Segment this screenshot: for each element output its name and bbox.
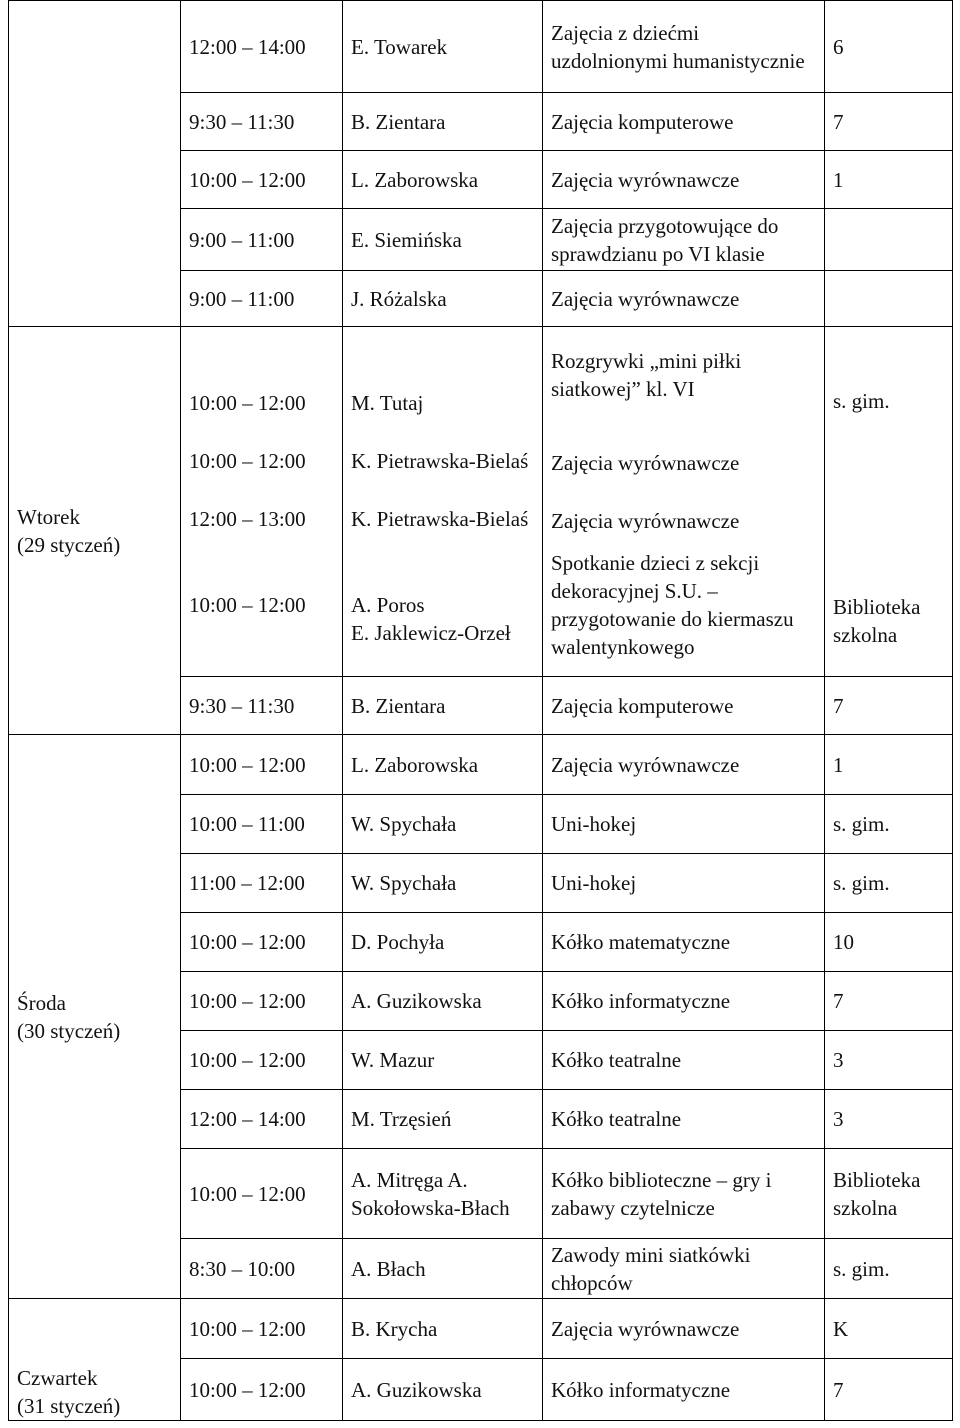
teacher-cell: A. Mitręga A. Sokołowska-Błach (343, 1149, 543, 1239)
teacher-entry: K. Pietrawska-Bielaś (351, 506, 529, 531)
activity-cell: Zajęcia wyrównawcze (543, 151, 825, 209)
teacher-cell: D. Pochyła (343, 913, 543, 972)
room-cell (825, 327, 953, 677)
teacher-entry: E. Jaklewicz-Orzeł (351, 620, 511, 645)
activity-cell: Kółko biblioteczne – gry i zabawy czytelnicze (543, 1149, 825, 1239)
time-cell: 12:00 – 14:00 (181, 1, 343, 93)
teacher-cell: B. Krycha (343, 1299, 543, 1359)
time-cell (181, 327, 343, 677)
room-cell: 6 (825, 1, 953, 93)
time-cell: 10:00 – 12:00 (181, 1299, 343, 1359)
room-cell: 1 (825, 151, 953, 209)
room-cell: K (825, 1299, 953, 1359)
day-date: (30 styczeń) (17, 1018, 121, 1043)
teacher-cell: W. Spychała (343, 854, 543, 913)
teacher-cell: A. Błach (343, 1239, 543, 1299)
activity-entry: Spotkanie dzieci z sekcji dekoracyjnej S.U. – przygotowanie do kiermaszu walentynkowego (551, 550, 794, 659)
time-entry: 10:00 – 12:00 (189, 390, 306, 415)
time-cell: 9:00 – 11:00 (181, 271, 343, 327)
room-cell: 3 (825, 1090, 953, 1149)
time-cell: 9:00 – 11:00 (181, 209, 343, 271)
room-entry: s. gim. (833, 388, 890, 413)
schedule-table (8, 0, 953, 1421)
activity-cell: Kółko informatyczne (543, 1359, 825, 1421)
activity-cell: Zajęcia z dziećmi uzdolnionymi humanistycznie (543, 1, 825, 93)
activity-cell: Zajęcia wyrównawcze (543, 735, 825, 795)
room-cell (825, 209, 953, 271)
activity-cell: Kółko teatralne (543, 1031, 825, 1090)
time-entry: 10:00 – 12:00 (189, 592, 306, 617)
activity-entry: Zajęcia wyrównawcze (551, 508, 740, 533)
day-cell-tuesday (9, 327, 181, 735)
activity-cell: Uni-hokej (543, 795, 825, 854)
teacher-entry: A. Poros (351, 592, 425, 617)
table-row (9, 1, 953, 93)
activity-cell: Kółko teatralne (543, 1090, 825, 1149)
time-entry: 10:00 – 12:00 (189, 448, 306, 473)
table-row (9, 735, 953, 795)
time-cell: 10:00 – 12:00 (181, 1149, 343, 1239)
teacher-cell: A. Guzikowska (343, 1359, 543, 1421)
activity-cell: Zajęcia komputerowe (543, 93, 825, 151)
activity-cell: Zajęcia komputerowe (543, 677, 825, 735)
room-cell: s. gim. (825, 854, 953, 913)
day-cell-empty (9, 1, 181, 327)
activity-entry: Zajęcia wyrównawcze (551, 450, 740, 475)
time-cell: 10:00 – 12:00 (181, 151, 343, 209)
time-cell: 9:30 – 11:30 (181, 93, 343, 151)
tuesday-block-row (9, 327, 953, 677)
teacher-cell: L. Zaborowska (343, 151, 543, 209)
teacher-cell: J. Różalska (343, 271, 543, 327)
room-cell: 7 (825, 93, 953, 151)
teacher-cell: E. Towarek (343, 1, 543, 93)
room-cell: s. gim. (825, 795, 953, 854)
room-cell: Biblioteka szkolna (825, 1149, 953, 1239)
teacher-cell: W. Mazur (343, 1031, 543, 1090)
room-entry: Biblioteka szkolna (833, 594, 921, 647)
teacher-cell: B. Zientara (343, 93, 543, 151)
teacher-entry: K. Pietrawska-Bielaś (351, 448, 529, 473)
time-cell: 10:00 – 12:00 (181, 1359, 343, 1421)
day-cell-wednesday (9, 735, 181, 1299)
day-name: Wtorek (17, 504, 80, 529)
activity-cell: Zajęcia wyrównawcze (543, 271, 825, 327)
room-cell: 7 (825, 972, 953, 1031)
teacher-entry: M. Tutaj (351, 390, 424, 415)
activity-cell (543, 327, 825, 677)
time-cell: 10:00 – 12:00 (181, 972, 343, 1031)
table-row (9, 1299, 953, 1359)
teacher-cell: A. Guzikowska (343, 972, 543, 1031)
day-date: (29 styczeń) (17, 532, 121, 557)
room-cell (825, 271, 953, 327)
room-cell: s. gim. (825, 1239, 953, 1299)
day-name: Czwartek (17, 1366, 98, 1390)
room-cell: 7 (825, 1359, 953, 1421)
activity-cell: Zawody mini siatkówki chłopców (543, 1239, 825, 1299)
activity-cell: Kółko matematyczne (543, 913, 825, 972)
teacher-cell: B. Zientara (343, 677, 543, 735)
teacher-cell (343, 327, 543, 677)
activity-cell: Kółko informatyczne (543, 972, 825, 1031)
room-cell: 7 (825, 677, 953, 735)
time-cell: 10:00 – 12:00 (181, 1031, 343, 1090)
time-cell: 10:00 – 12:00 (181, 913, 343, 972)
time-entry: 12:00 – 13:00 (189, 506, 306, 531)
time-cell: 9:30 – 11:30 (181, 677, 343, 735)
time-cell: 10:00 – 12:00 (181, 735, 343, 795)
activity-entry: Rozgrywki „mini piłki siatkowej” kl. VI (551, 348, 742, 401)
time-cell: 10:00 – 11:00 (181, 795, 343, 854)
teacher-cell: M. Trzęsień (343, 1090, 543, 1149)
room-cell: 10 (825, 913, 953, 972)
teacher-cell: L. Zaborowska (343, 735, 543, 795)
activity-cell: Uni-hokej (543, 854, 825, 913)
activity-cell: Zajęcia wyrównawcze (543, 1299, 825, 1359)
teacher-cell: E. Siemińska (343, 209, 543, 271)
room-cell: 1 (825, 735, 953, 795)
day-date: (31 styczeń) (17, 1394, 121, 1418)
room-cell: 3 (825, 1031, 953, 1090)
time-cell: 12:00 – 14:00 (181, 1090, 343, 1149)
day-cell-thursday (9, 1299, 181, 1421)
teacher-cell: W. Spychała (343, 795, 543, 854)
activity-cell: Zajęcia przygotowujące do sprawdzianu po VI klasie (543, 209, 825, 271)
day-name: Środa (17, 990, 66, 1015)
time-cell: 11:00 – 12:00 (181, 854, 343, 913)
time-cell: 8:30 – 10:00 (181, 1239, 343, 1299)
